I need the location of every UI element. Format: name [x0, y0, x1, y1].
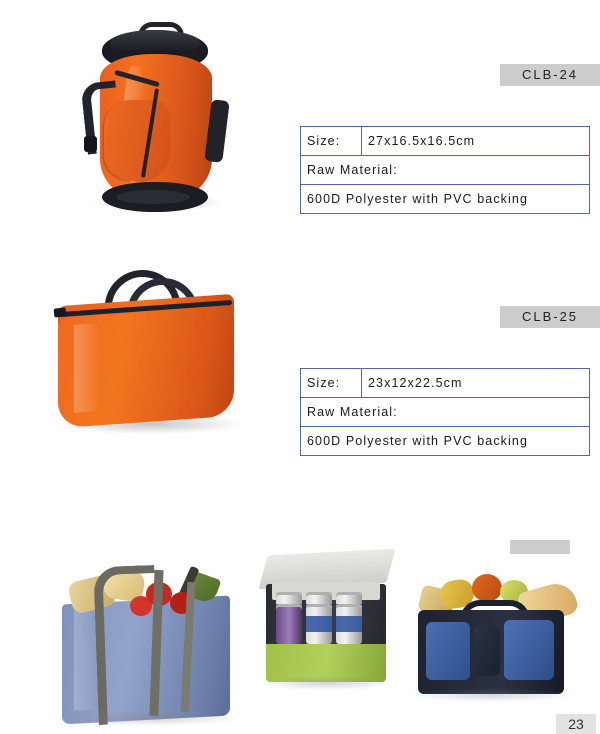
food-item [472, 574, 502, 602]
size-label: Size: [301, 369, 362, 398]
material-value: 600D Polyester with PVC backing [301, 185, 590, 214]
product-image-clb-24 [40, 14, 265, 226]
material-label: Raw Material: [301, 156, 590, 185]
cooler-side-panel-right [504, 620, 554, 680]
table-row [301, 369, 590, 398]
image-shadow [262, 676, 392, 690]
spec-table-clb-24 [300, 126, 590, 214]
product-code-tab-1: CLB-24 [500, 64, 600, 86]
beverage-can [336, 604, 362, 644]
material-label: Raw Material: [301, 398, 590, 427]
gallery-image-green-cooler-box [252, 548, 412, 708]
bag-buckle [84, 136, 97, 152]
table-row [301, 156, 590, 185]
image-shadow [412, 688, 572, 702]
spec-table-clb-25 [300, 368, 590, 456]
size-value: 27x16.5x16.5cm [362, 127, 590, 156]
table-row [301, 398, 590, 427]
table-row [301, 185, 590, 214]
tote-highlight [74, 323, 100, 413]
size-label: Size: [301, 127, 362, 156]
material-value: 600D Polyester with PVC backing [301, 427, 590, 456]
gallery-image-blue-black-cooler [400, 548, 600, 718]
bag-lid-top [110, 30, 200, 56]
product-code-tab-2: CLB-25 [500, 306, 600, 328]
page-number: 23 [556, 714, 596, 734]
tote-highlight [74, 609, 96, 710]
cooler-side-panel-left [426, 622, 470, 680]
image-shadow [58, 710, 238, 726]
table-row [301, 427, 590, 456]
size-value: 23x12x22.5cm [362, 369, 590, 398]
product-image-clb-25 [30, 256, 270, 456]
beverage-can [306, 604, 332, 644]
gallery-image-blue-tote [34, 548, 254, 728]
tote-zipper-pull [54, 307, 67, 317]
table-row [301, 127, 590, 156]
grey-accent-block [510, 540, 570, 554]
bag-base-highlight [116, 190, 190, 204]
cooler-center-pocket [474, 626, 500, 676]
beverage-can [276, 604, 302, 644]
